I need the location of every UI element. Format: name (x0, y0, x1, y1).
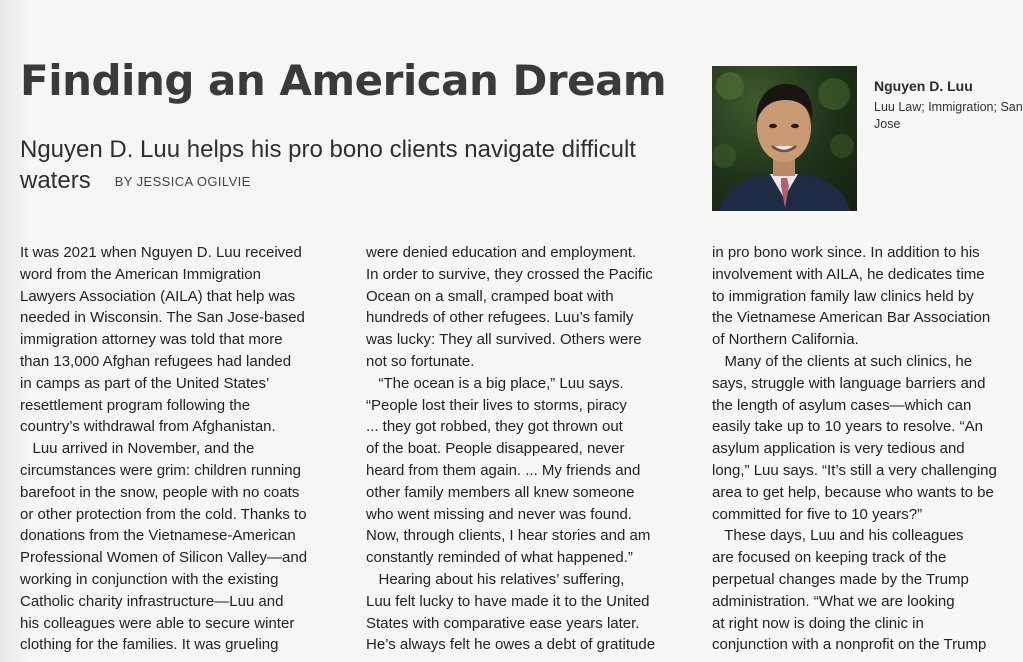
text-line: in pro bono work since. In addition to his (712, 244, 980, 261)
text-line: constantly reminded of what happened.” (366, 549, 633, 567)
text-line: says, struggle with language barriers and (712, 374, 986, 392)
text-line: needed in Wisconsin. The San Jose-based (20, 309, 305, 327)
text-line: his colleagues were able to secure winter (20, 614, 295, 632)
profile-organization: Luu Law; Immigration; San Jose (874, 100, 1023, 131)
text-line: States with comparative ease years later. (366, 614, 640, 632)
text-line: administration. “What we are looking (712, 592, 955, 610)
text-line: at right now is doing the clinic in (712, 614, 924, 632)
text-line: working in conjunction with the existing (20, 570, 279, 588)
portrait-photo (712, 66, 857, 211)
text-line: involvement with AILA, he dedicates time (712, 265, 985, 283)
text-line: “People lost their lives to storms, piracy (366, 396, 627, 414)
text-line: other family members all knew someone (366, 483, 635, 501)
text-line: clothing for the families. It was grueling (20, 636, 279, 654)
text-line: It was 2021 when Nguyen D. Luu received (20, 244, 302, 261)
text-line: Professional Women of Silicon Valley—and (20, 549, 308, 567)
text-line: He’s always felt he owes a debt of gratitude (366, 636, 656, 654)
text-line: who went missing and never was found. (366, 505, 632, 523)
text-line: In order to survive, they crossed the Pacific (366, 265, 653, 283)
text-line: of Northern California. (712, 331, 859, 349)
text-line: country’s withdrawal from Afghanistan. (20, 418, 276, 436)
text-line: ... they got robbed, they got thrown out (366, 418, 623, 436)
dek (20, 134, 700, 197)
text-line: Ocean on a small, cramped boat with (366, 287, 614, 305)
text-line: immigration attorney was told that more (20, 331, 283, 349)
text-line: “The ocean is a big place,” Luu says. (366, 374, 624, 392)
text-line: barefoot in the snow, people with no coats (20, 483, 300, 501)
text-line: Hearing about his relatives’ suffering, (366, 570, 625, 588)
text-line: in camps as part of the United States’ (20, 374, 270, 392)
text-line: Many of the clients at such clinics, he (712, 352, 973, 370)
article-column-1 (20, 242, 307, 656)
text-line: was lucky: They all survived. Others were (366, 331, 642, 349)
dek-text: Nguyen D. Luu helps his pro bono clients navigate difficult waters (20, 136, 636, 194)
text-line: word from the American Immigration (20, 265, 261, 283)
text-line: were denied education and employment. (366, 244, 637, 261)
article-column-2 (366, 242, 655, 656)
article-column-3 (712, 242, 997, 656)
text-line: the length of asylum cases—which can (712, 396, 972, 414)
text-line: circumstances were grim: children running (20, 461, 301, 479)
text-line: resettlement program following the (20, 396, 251, 414)
text-line: than 13,000 Afghan refugees had landed (20, 352, 292, 370)
text-line: donations from the Vietnamese-American (20, 527, 296, 545)
text-line: Luu felt lucky to have made it to the United (366, 592, 650, 610)
text-line: of the boat. People disappeared, never (366, 440, 625, 458)
text-line: are focused on keeping track of the (712, 549, 947, 567)
text-line: asylum application is very tedious and (712, 440, 965, 458)
text-line: heard from them again. ... My friends and (366, 461, 641, 479)
text-line: easily take up to 10 years to resolve. “An (712, 418, 983, 436)
text-line: These days, Luu and his colleagues (712, 527, 964, 545)
text-line: long,” Luu says. “It’s still a very challenging (712, 461, 997, 479)
text-line: not so fortunate. (366, 352, 475, 370)
text-line: committed for five to 10 years?” (712, 505, 923, 523)
text-line: Lawyers Association (AILA) that help was (20, 287, 296, 305)
headline: Finding an American Dream (20, 56, 667, 105)
portrait-photo-icon (712, 66, 857, 211)
profile-name: Nguyen D. Luu (874, 78, 973, 94)
text-line: perpetual changes made by the Trump (712, 570, 969, 588)
text-line: area to get help, because who wants to be (712, 483, 994, 501)
text-line: Catholic charity infrastructure—Luu and (20, 592, 284, 610)
byline: BY JESSICA OGILVIE (114, 174, 251, 189)
text-line: the Vietnamese American Bar Association (712, 309, 991, 327)
text-line: conjunction with a nonprofit on the Trump (712, 636, 987, 654)
text-line: or other protection from the cold. Thanks to (20, 505, 307, 523)
text-line: Now, through clients, I hear stories and am (366, 527, 651, 545)
text-line: Luu arrived in November, and the (20, 440, 255, 458)
text-line: to immigration family law clinics held by (712, 287, 974, 305)
text-line: hundreds of other refugees. Luu’s family (366, 309, 634, 327)
